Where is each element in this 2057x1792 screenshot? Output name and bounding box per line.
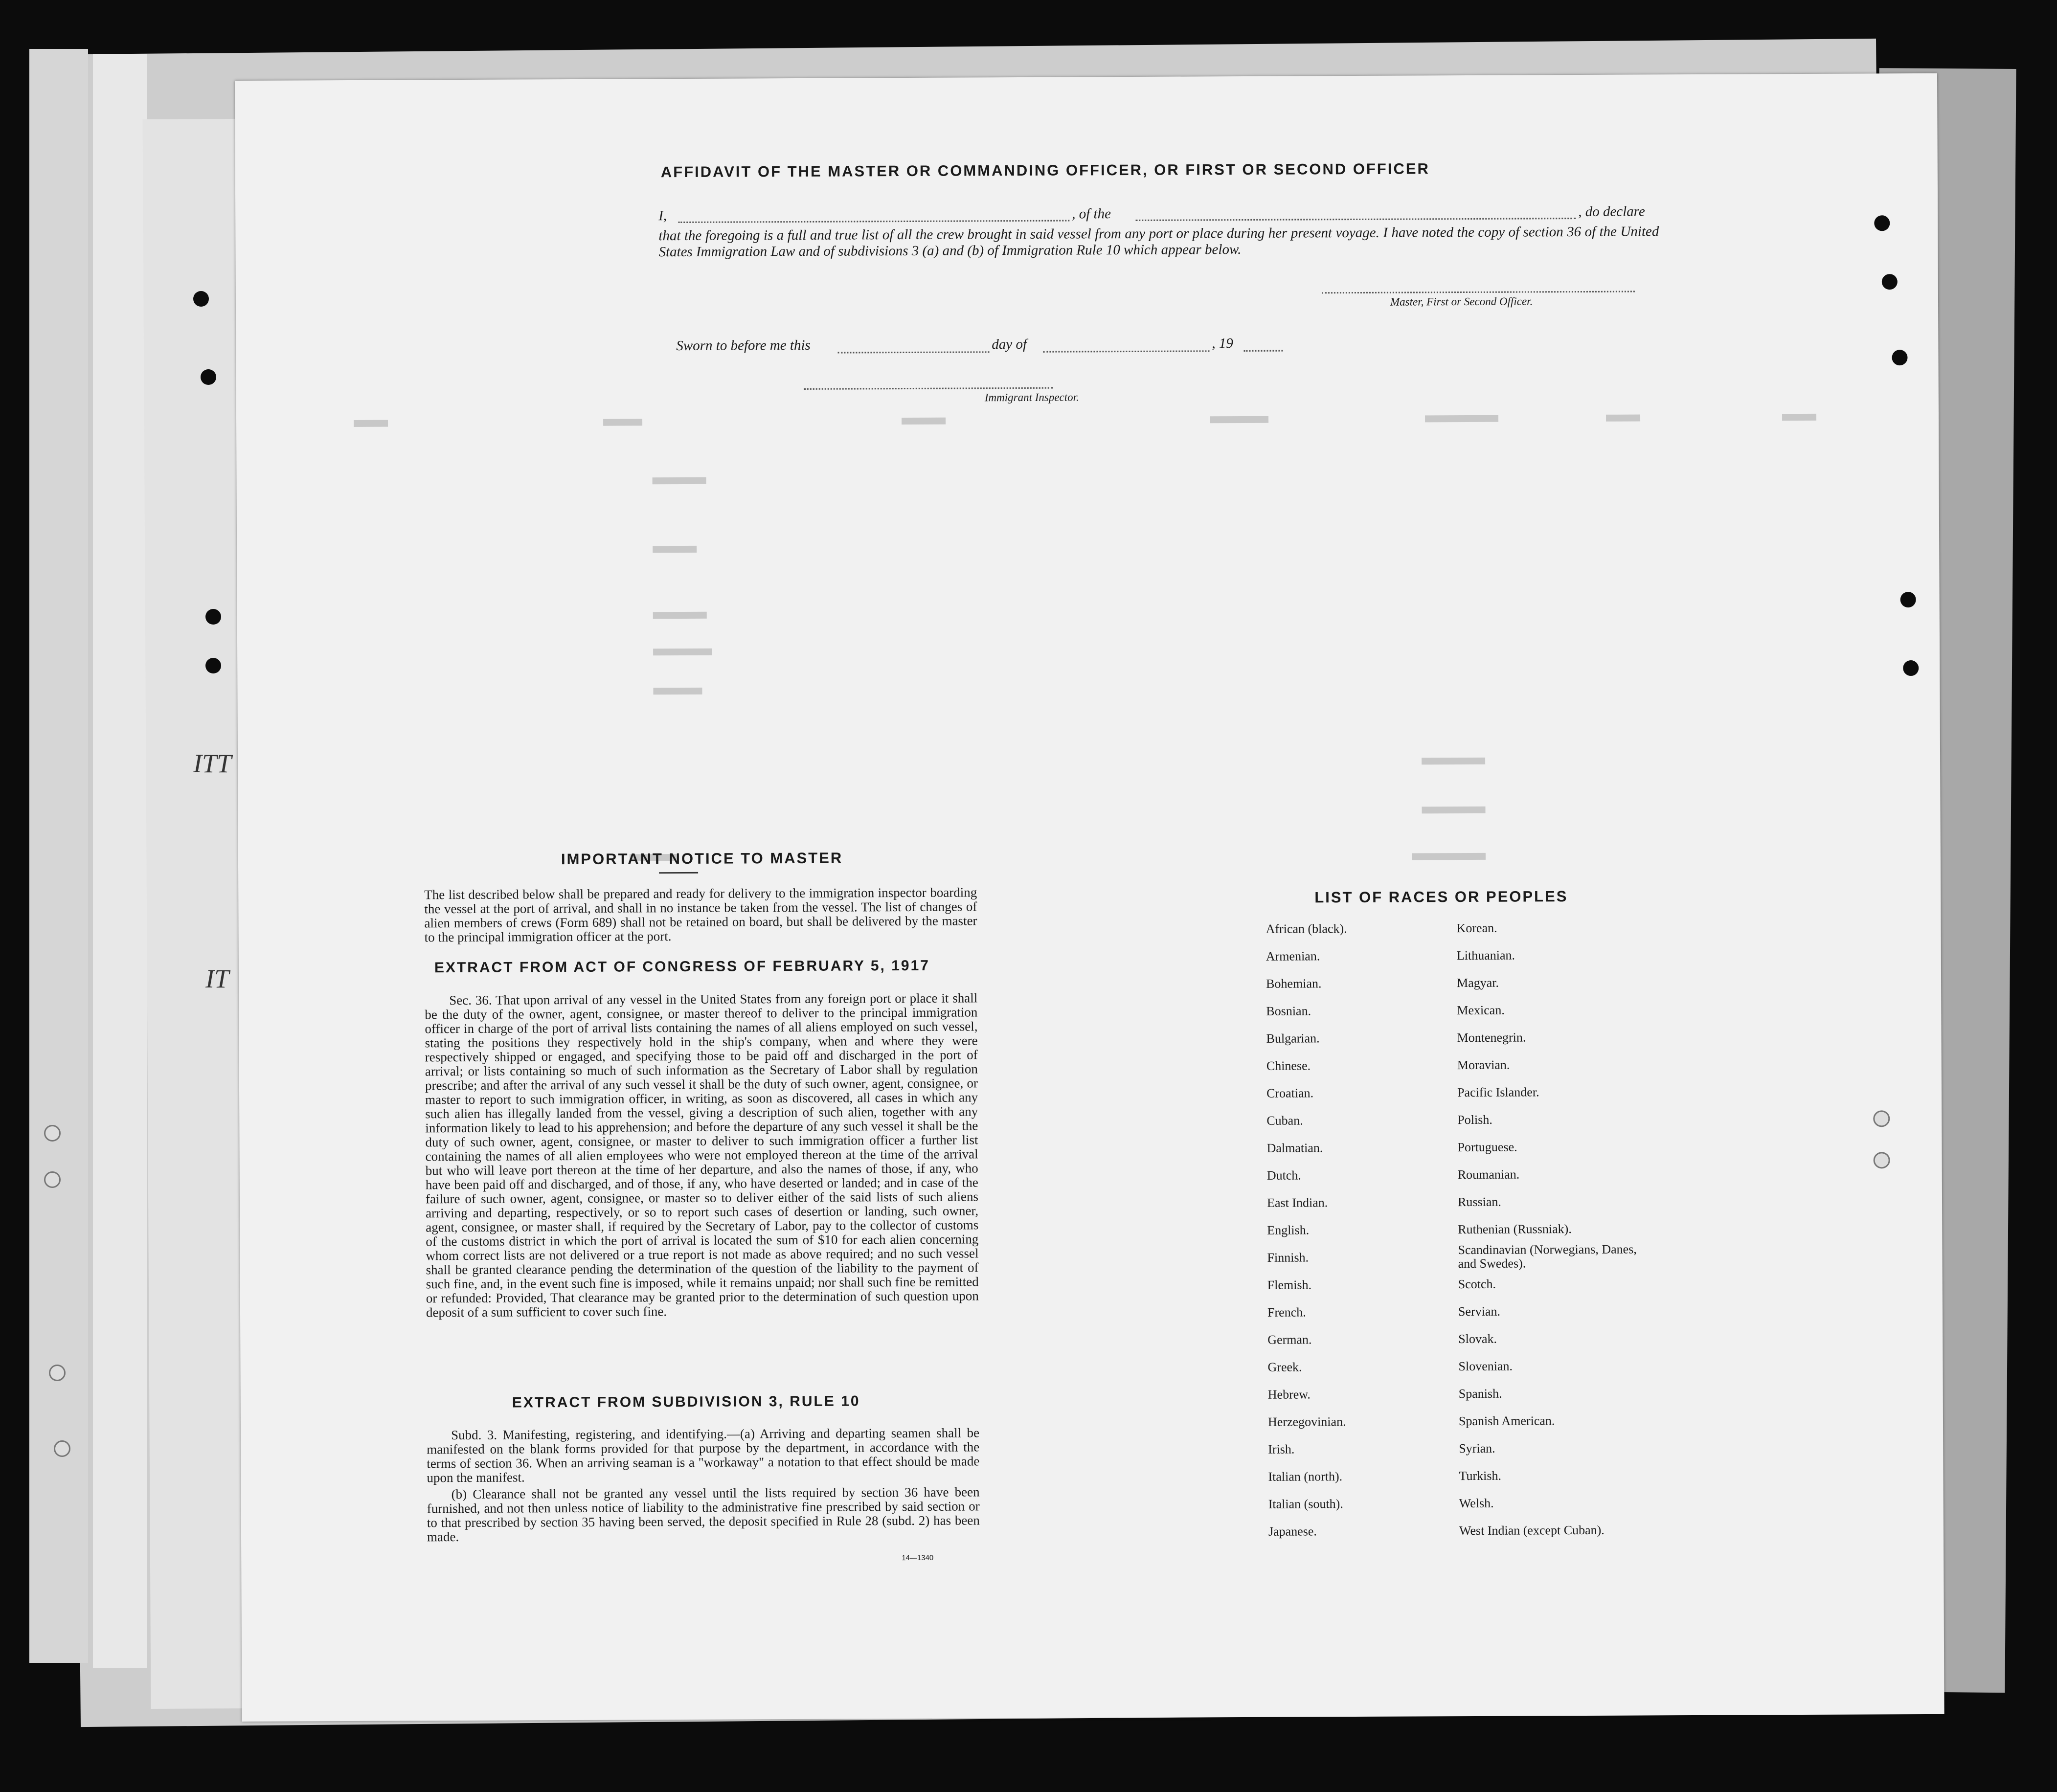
binder-hole-icon xyxy=(1882,274,1898,290)
race-item: Flemish. xyxy=(1267,1277,1312,1292)
race-item: Moravian. xyxy=(1457,1057,1510,1073)
race-item: Bulgarian. xyxy=(1266,1031,1320,1046)
race-item: Welsh. xyxy=(1459,1496,1494,1511)
race-item: East Indian. xyxy=(1266,1195,1328,1210)
race-item: West Indian (except Cuban). xyxy=(1459,1523,1605,1538)
binder-hole-icon xyxy=(205,609,221,625)
binder-hole-icon xyxy=(1892,350,1907,365)
extract-rule-para-b: (b) Clearance shall not be granted any vessel until the lists required by section 36 have been furnished, and not then unless notice of liability to the administrative fine prescribed by said section or to that prescribed by section 35 having been served, the deposit specified in Rule 28 (subd. 2) has been made. xyxy=(427,1484,980,1545)
races-right-column xyxy=(1456,914,1655,1545)
race-item: Scotch. xyxy=(1458,1277,1496,1292)
binder-hole-icon xyxy=(1903,660,1919,676)
notice-body: The list described below shall be prepared and ready for delivery to the immigration inspector boarding the vessel at the port of arrival, and shall in no instance be taken from the vessel. The list of changes of alien members of crews (Form 689) shall not be retained on board, but shall be delivered by the master to the principal immigration officer at the port. xyxy=(424,885,977,945)
margin-mark: IT xyxy=(205,964,229,993)
binder-hole-icon xyxy=(49,1365,66,1381)
form-number: 14—1340 xyxy=(902,1553,934,1563)
race-item: Pacific Islander. xyxy=(1457,1085,1539,1100)
race-item: Magyar. xyxy=(1457,975,1499,990)
race-item: Scandinavian (Norwegians, Danes, and Swedes). xyxy=(1458,1242,1637,1271)
race-item: Greek. xyxy=(1267,1360,1302,1374)
races-left-column xyxy=(1266,915,1350,1546)
sworn-year: , 19 xyxy=(1212,336,1233,352)
affidavit-page xyxy=(235,73,1944,1722)
extract-act-title: EXTRACT FROM ACT OF CONGRESS OF FEBRUARY 5, 1917 xyxy=(434,957,930,976)
race-item: Turkish. xyxy=(1459,1468,1502,1483)
affidavit-do-declare: , do declare xyxy=(1578,203,1645,220)
race-item: Polish. xyxy=(1457,1112,1492,1127)
sworn-day-of: day of xyxy=(992,336,1027,353)
race-item: Italian (north). xyxy=(1268,1469,1343,1484)
race-item: Slovak. xyxy=(1458,1331,1497,1346)
binder-hole-icon xyxy=(1873,1110,1890,1127)
extract-rule-para-a: Subd. 3. Manifesting, registering, and identifying.—(a) Arriving and departing seamen shall be manifested on the blank forms provided for that purpose by the department, in accordance with the terms of section 36. When an arriving seaman is a "workaway" a notation to that effect should be made upon the manifest. xyxy=(427,1425,980,1485)
race-item: Ruthenian (Russniak). xyxy=(1458,1222,1572,1237)
race-item: Irish. xyxy=(1268,1442,1295,1456)
race-item: Cuban. xyxy=(1266,1113,1303,1128)
race-item: Japanese. xyxy=(1268,1524,1317,1539)
master-signature-caption: Master, First or Second Officer. xyxy=(1390,295,1533,308)
sworn-prefix: Sworn to before me this xyxy=(676,337,811,354)
binder-hole-icon xyxy=(44,1171,61,1188)
races-title: LIST OF RACES OR PEOPLES xyxy=(1314,888,1568,906)
binder-hole-icon xyxy=(1874,215,1890,231)
race-item: German. xyxy=(1267,1332,1312,1347)
race-item: Herzegovinian. xyxy=(1267,1414,1346,1429)
race-item: Croatian. xyxy=(1266,1086,1314,1100)
binder-hole-icon xyxy=(201,369,216,385)
extract-rule-title: EXTRACT FROM SUBDIVISION 3, RULE 10 xyxy=(512,1393,860,1411)
race-item: Montenegrin. xyxy=(1457,1030,1526,1045)
race-item: Servian. xyxy=(1458,1304,1500,1319)
race-item: French. xyxy=(1267,1305,1306,1320)
race-item: Korean. xyxy=(1456,920,1497,936)
race-item: Dutch. xyxy=(1266,1168,1301,1183)
binder-hole-icon xyxy=(1874,1152,1890,1168)
race-item: Chinese. xyxy=(1266,1058,1311,1073)
left-edge-sheet xyxy=(29,49,88,1663)
race-item: English. xyxy=(1267,1223,1310,1237)
binder-hole-icon xyxy=(193,291,209,307)
race-item: Portuguese. xyxy=(1457,1140,1517,1155)
race-item: Spanish. xyxy=(1458,1386,1502,1401)
race-item: Mexican. xyxy=(1457,1003,1505,1018)
binder-hole-icon xyxy=(44,1125,61,1142)
affidavit-of-the: , of the xyxy=(1072,206,1111,222)
binder-hole-icon xyxy=(54,1440,70,1457)
race-item: African (black). xyxy=(1266,921,1347,936)
binder-hole-icon xyxy=(1900,592,1916,607)
affidavit-title: AFFIDAVIT OF THE MASTER OR COMMANDING OFFICER, OR FIRST OR SECOND OFFICER xyxy=(660,160,1430,181)
divider xyxy=(659,872,698,874)
race-item: Dalmatian. xyxy=(1266,1141,1323,1155)
extract-act-body: Sec. 36. That upon arrival of any vessel in the United States from any foreign port or place it shall be the duty of the owner, agent, consignee, or master thereof to deliver to the principal immigration officer in charge of the port of arrival lists containing the names of all aliens employed on such vessel, stating the positions they respectively hold in the ship's company, when and where they were respectively shipped or engaged, and specifying those to be paid off and discharged in the port of arrival; or lists containing so much of such information as the Secretary of Labor shall by regulation prescribe; and after the arrival of any such vessel it shall be the duty of such owner, agent, consignee, or master to report to such immigration officer, in writing, as soon as discovered, all cases in which any such alien has illegally landed from the vessel, giving a description of such alien, together with any information likely to lead to his apprehension; and before the departure of any such vessel it shall be the duty of such owner, agent, consignee, or master to deliver to such immigration officer a further list containing the names of all alien employees who were not employed thereon at the time of the arrival but who will leave port thereon at the time of her departure, and also the names of those, if any, who have been paid off and discharged, and of those, if any, who have deserted or landed; and in case of the failure of such owner, agent, consignee, or master so to deliver either of the said lists of such aliens arriving and departing, respectively, or so to report such cases of desertion or landing, such owner, agent, consignee, or master shall, if required by the Secretary of Labor, pay to the collector of customs of the customs district in which the port of arrival is located the sum of $10 for each alien concerning whom correct lists are not delivered or a true report is not made as above required; and no such vessel shall be granted clearance pending the determination of the question of the liability to the payment of such fine, and, in the event such fine is imposed, while it remains unpaid; nor shall such fine be remitted or refunded: Provided, That clearance may be granted prior to the determination of such question upon deposit of a sum sufficient to cover such fine. xyxy=(425,990,979,1320)
race-item: Bosnian. xyxy=(1266,1004,1311,1018)
left-edge-sheet-2 xyxy=(93,54,147,1668)
race-item: Hebrew. xyxy=(1267,1387,1311,1402)
race-item: Roumanian. xyxy=(1457,1167,1520,1182)
inspector-caption: Immigrant Inspector. xyxy=(984,391,1079,404)
race-item: Finnish. xyxy=(1267,1250,1309,1265)
margin-mark: ITT xyxy=(193,749,232,778)
binder-hole-icon xyxy=(205,658,221,673)
race-item: Spanish American. xyxy=(1458,1413,1555,1429)
race-item: Russian. xyxy=(1457,1194,1501,1210)
race-item: Italian (south). xyxy=(1268,1497,1343,1511)
race-item: Slovenian. xyxy=(1458,1359,1513,1374)
race-item: Lithuanian. xyxy=(1456,948,1515,963)
race-item: Bohemian. xyxy=(1266,976,1322,991)
race-item: Armenian. xyxy=(1266,949,1320,963)
affidavit-i: I, xyxy=(658,208,667,224)
affidavit-body: that the foregoing is a full and true list of all the crew brought in said vessel from any port or place during her present voyage. I have noted the copy of section 36 of the United States Immigration Law and of subdivisions 3 (a) and (b) of Immigration Rule 10 which appear below. xyxy=(658,224,1659,260)
notice-title: IMPORTANT NOTICE TO MASTER xyxy=(561,849,843,868)
race-item: Syrian. xyxy=(1459,1441,1495,1456)
